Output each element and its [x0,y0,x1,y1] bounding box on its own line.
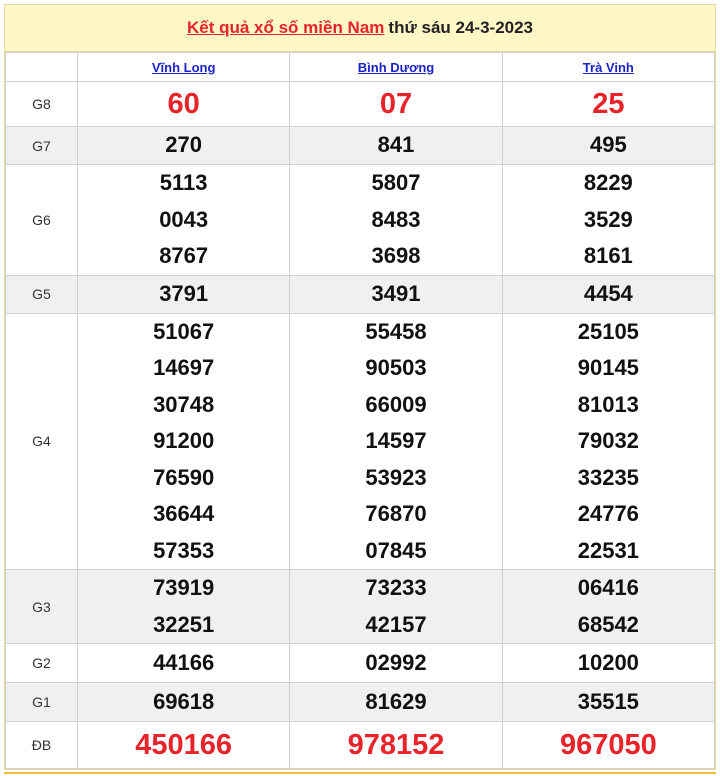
prize-number: 51067 [153,318,215,344]
prize-number: 495 [502,127,714,165]
prize-number: 81013 [577,391,639,417]
prize-number: 36644 [153,501,215,526]
province-header [502,53,714,82]
prize-label: ĐB [6,722,78,769]
prize-number: 07 [290,82,502,127]
prize-row-g4 [6,313,715,570]
prize-label: G6 [6,165,78,276]
prize-number: 5807 [371,170,421,195]
prize-number: 33235 [577,464,639,490]
title-bar [5,5,715,52]
prize-number: 270 [78,127,290,165]
prize-number: 30748 [153,391,215,417]
prize-cell [502,570,714,644]
prize-number: 14597 [365,428,427,453]
province-link-tra-vinh[interactable]: Trà Vinh [582,59,634,75]
prize-label: G7 [6,127,78,165]
prize-number: 79032 [577,428,639,453]
prize-label: G3 [6,570,78,644]
prize-number: 90145 [577,355,639,380]
prize-number: 81629 [290,683,502,722]
prize-number: 68542 [577,611,639,637]
prize-number: 91200 [153,428,215,453]
prize-number: 44166 [78,644,290,683]
prize-number: 60 [78,82,290,127]
header-row [6,53,715,82]
prize-cell [78,570,290,644]
prize-row-g1 [6,683,715,722]
prize-label: G5 [6,275,78,313]
prize-number: 02992 [290,644,502,683]
prize-number: 32251 [153,611,215,637]
prize-number: 35515 [502,683,714,722]
special-prize-number: 450166 [78,722,290,769]
prize-cell [78,313,290,570]
prize-number: 76590 [153,464,215,490]
prize-cell [502,313,714,570]
province-link-binh-duong[interactable]: Bình Dương [357,59,435,75]
prize-number: 841 [290,127,502,165]
prize-label: G4 [6,313,78,570]
prize-number: 3698 [371,243,421,268]
prize-number: 3529 [583,206,633,232]
prize-number: 22531 [577,537,639,563]
prize-number: 76870 [365,501,427,526]
prize-number: 14697 [153,355,215,380]
prize-number: 3791 [78,275,290,313]
prize-number: 90503 [365,355,427,380]
prize-number: 06416 [577,575,639,600]
prize-number: 5113 [159,170,208,195]
prize-number: 73233 [365,575,427,600]
prize-number: 69618 [78,683,290,722]
prize-cell [290,570,502,644]
prize-number: 10200 [502,644,714,683]
province-link-vinh-long[interactable]: Vĩnh Long [151,59,216,75]
results-table [5,52,715,769]
header-empty-cell [6,53,78,82]
prize-row-special [6,722,715,769]
region-results-link[interactable]: Kết quả xổ số miền Nam [186,18,385,37]
special-prize-number: 967050 [502,722,714,769]
prize-label: G2 [6,644,78,683]
prize-row-g2 [6,644,715,683]
prize-number: 8161 [583,243,633,268]
prize-number: 0043 [159,206,209,232]
special-prize-number: 978152 [290,722,502,769]
prize-number: 57353 [153,537,215,563]
prize-label: G1 [6,683,78,722]
prize-number: 42157 [365,611,427,637]
prize-label: G8 [6,82,78,127]
prize-cell [78,165,290,276]
bottom-divider [4,772,716,774]
prize-number: 53923 [365,464,427,490]
draw-date: thứ sáu 24-3-2023 [388,18,534,37]
prize-row-g6 [6,165,715,276]
prize-number: 3491 [290,275,502,313]
prize-number: 66009 [365,391,427,417]
prize-number: 73919 [153,575,215,600]
prize-row-g7 [6,127,715,165]
prize-cell [290,165,502,276]
prize-number: 24776 [577,501,639,526]
prize-row-g5 [6,275,715,313]
prize-cell [290,313,502,570]
prize-number: 07845 [365,537,427,563]
prize-number: 55458 [365,318,427,344]
lottery-results-table-container [4,4,716,770]
prize-cell [502,165,714,276]
prize-number: 8483 [371,206,421,232]
prize-number: 25105 [577,318,639,344]
prize-number: 8229 [583,170,633,195]
prize-number: 8767 [159,243,209,268]
province-header [78,53,290,82]
prize-row-g3 [6,570,715,644]
province-header [290,53,502,82]
prize-row-g8 [6,82,715,127]
prize-number: 25 [502,82,714,127]
prize-number: 4454 [502,275,714,313]
